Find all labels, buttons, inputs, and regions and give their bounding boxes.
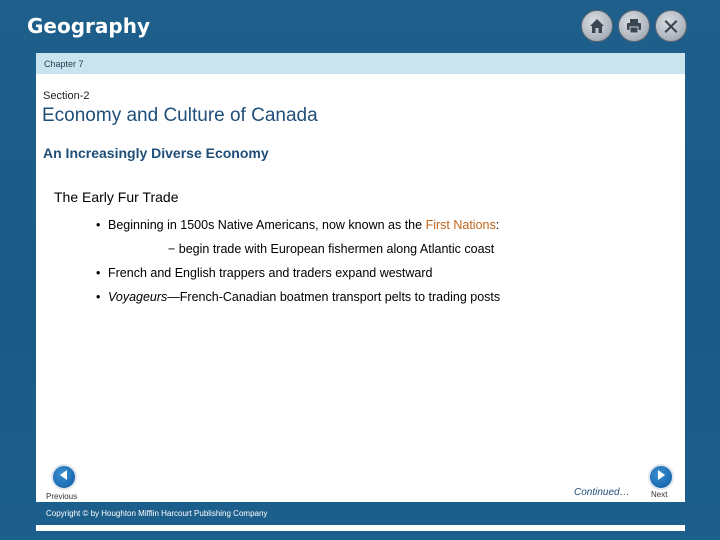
print-icon [625,17,643,35]
toolbar [581,10,687,42]
copyright-text: Copyright © by Houghton Mifflin Harcourt Publishing Company [46,509,268,518]
arrow-left-icon [58,468,70,486]
chapter-bar [36,53,685,74]
bullet-item [96,213,500,237]
close-icon [662,17,680,35]
bullet-item [96,285,500,309]
continued-label: Continued… [574,487,630,498]
bullet-text: : [495,218,500,232]
sub-bullet-item [96,237,500,261]
arrow-right-icon [655,468,667,486]
slide-frame [36,53,685,531]
italic-term: Voyageurs [108,290,168,304]
highlight-term: First Nations [425,218,496,232]
close-button[interactable] [655,10,687,42]
sub-bullet-text: − begin trade with European fishermen along Atlantic coast [168,242,495,256]
next-button[interactable] [648,464,674,490]
slide-title: Economy and Culture of Canada [42,105,318,126]
bullet-item [96,261,500,285]
bullet-text: Beginning in 1500s Native Americans, now known as the [108,218,426,232]
previous-button[interactable] [51,464,77,490]
bullet-list [96,213,500,309]
bullet-text: French and English trappers and traders expand westward [108,266,433,280]
bullet-text: —French-Canadian boatmen transport pelts to trading posts [167,290,501,304]
footer-bar [36,502,685,525]
slide-subtitle: An Increasingly Diverse Economy [43,145,269,161]
app-title: Geography [27,14,150,38]
home-icon [588,17,606,35]
chapter-label: Chapter 7 [44,59,84,69]
next-label[interactable]: Next [651,490,668,499]
topic-heading: The Early Fur Trade [54,189,179,205]
print-button[interactable] [618,10,650,42]
home-button[interactable] [581,10,613,42]
section-label: Section-2 [43,90,90,102]
previous-label[interactable]: Previous [46,492,78,501]
